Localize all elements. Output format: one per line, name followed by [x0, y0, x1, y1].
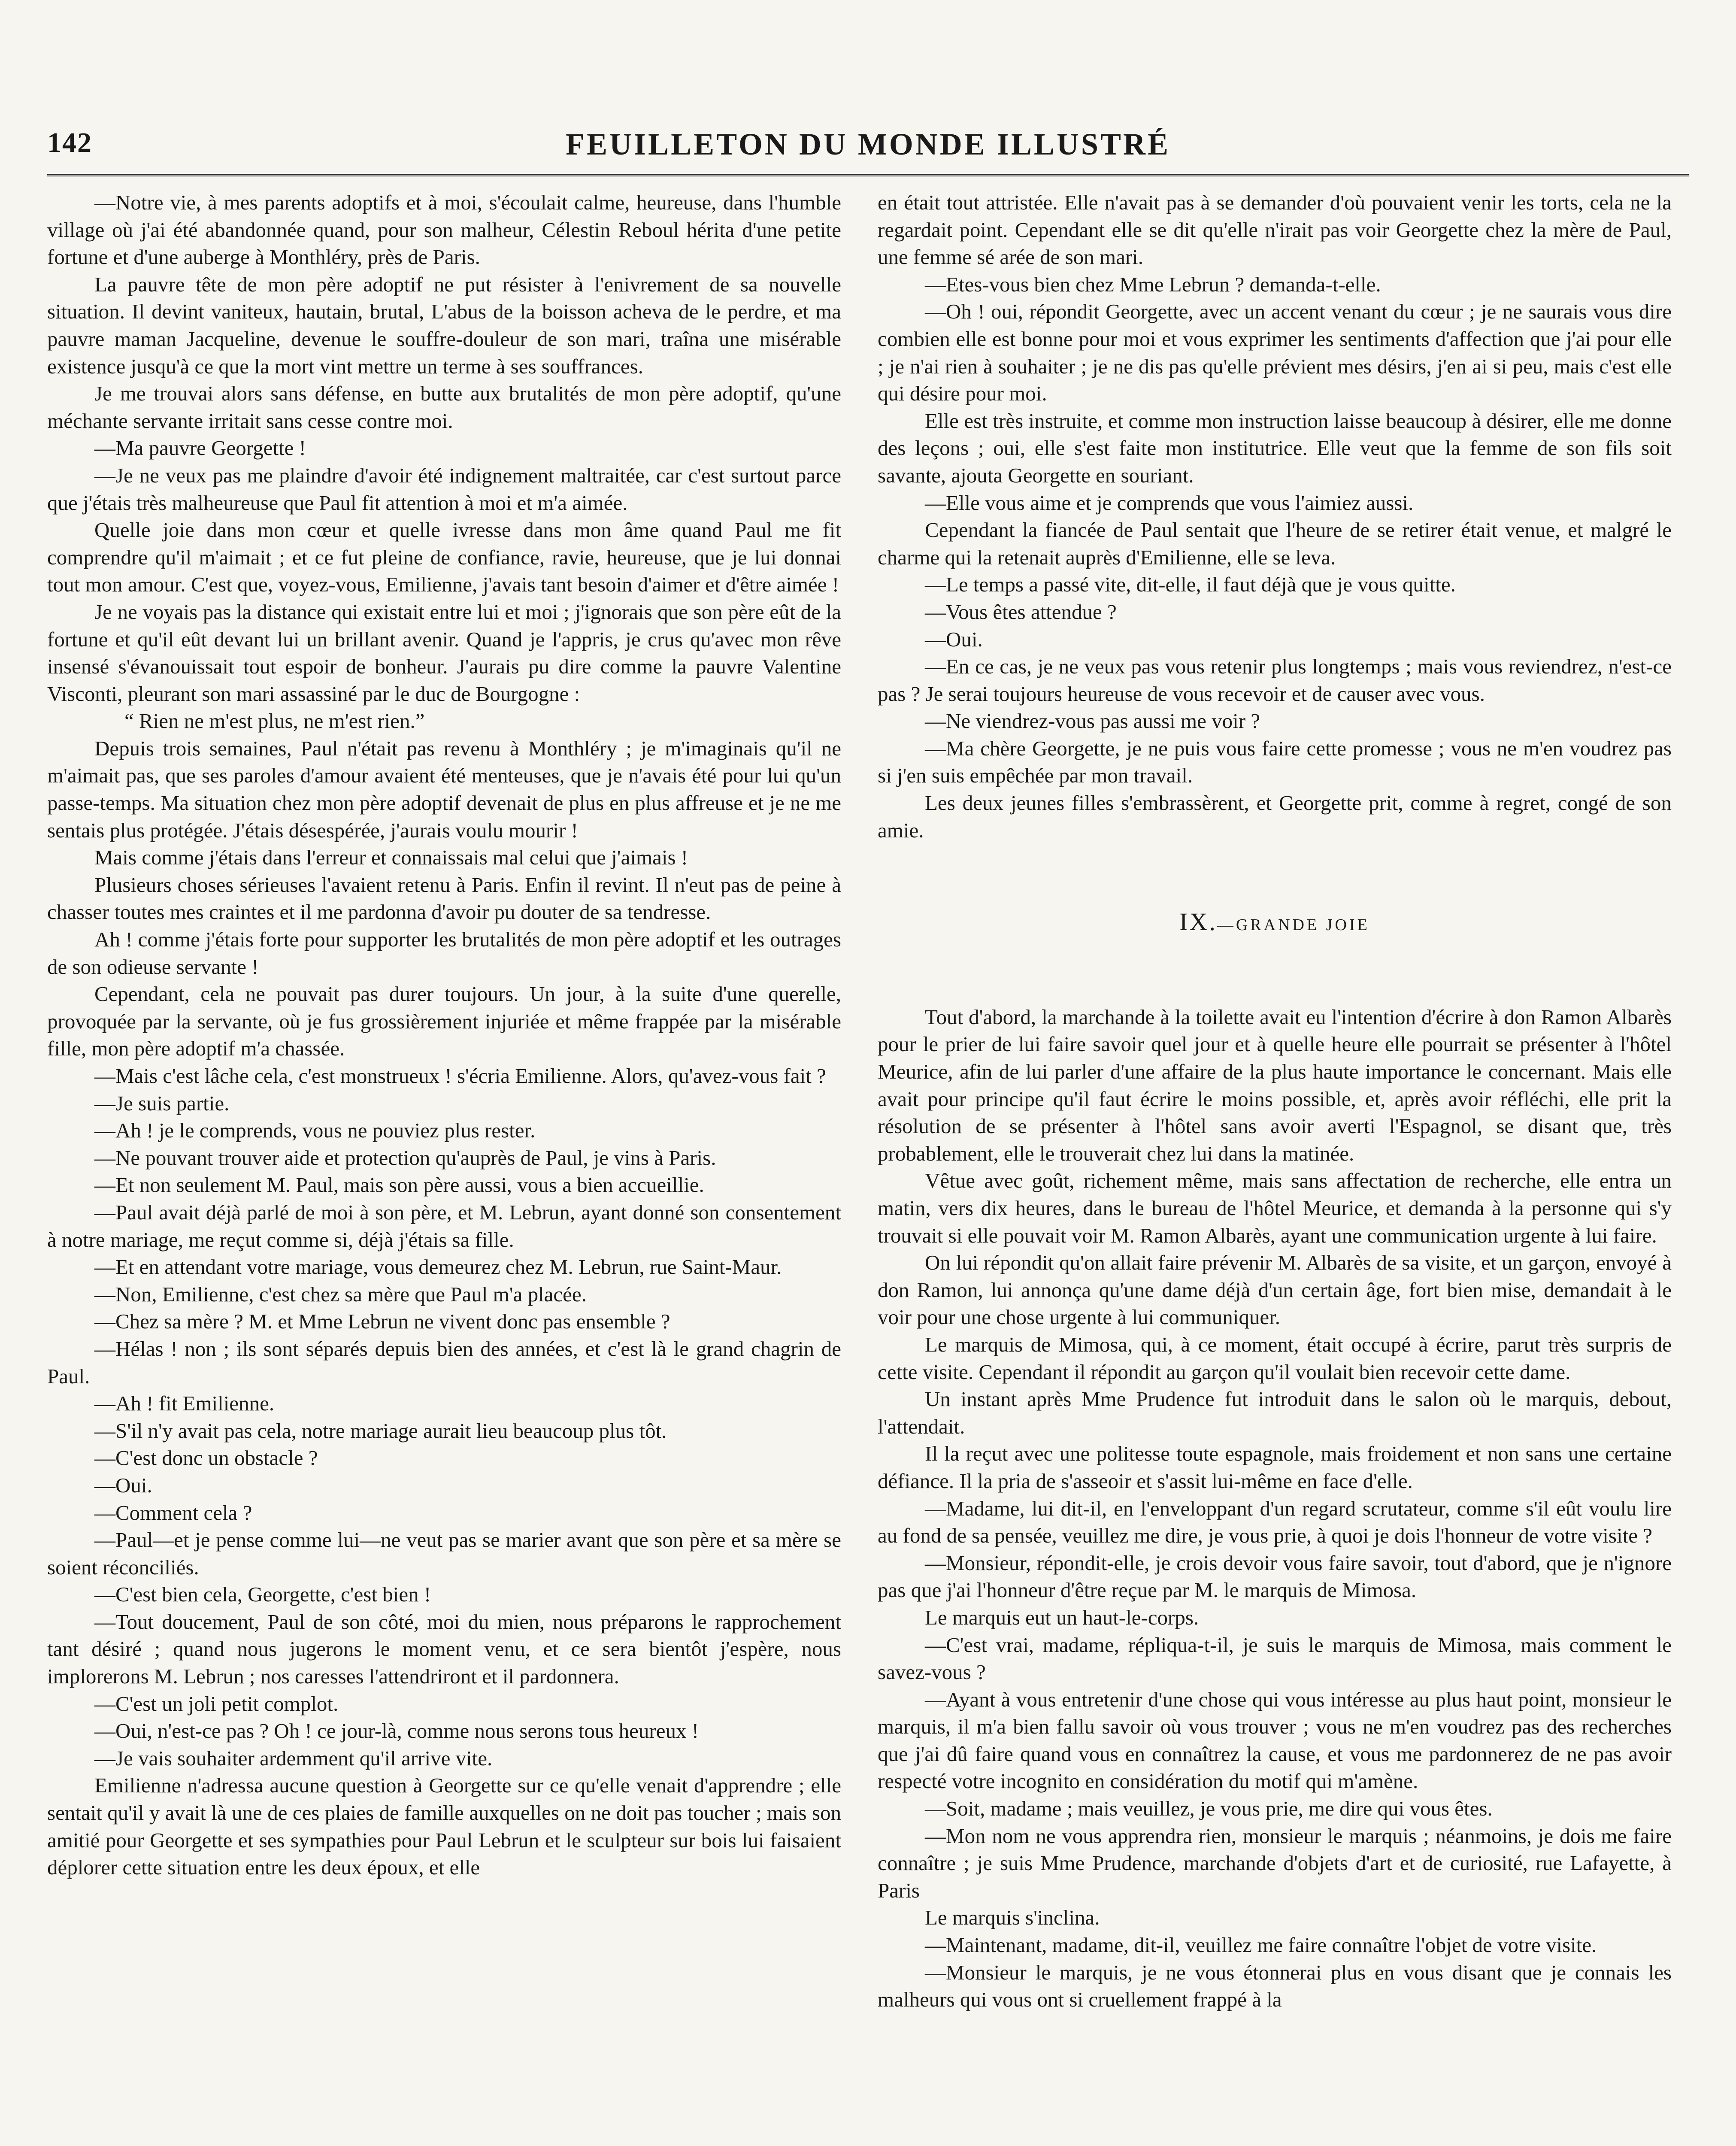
paragraph: —Paul—et je pense comme lui—ne veut pas se marier avant que son père et sa mère se soient réconciliés.	[47, 1528, 841, 1579]
paragraph: —En ce cas, je ne veux pas vous retenir plus longtemps ; mais vous reviendrez, n'est-ce pas ? Je serai toujours heureuse de vous recevoir et de causer avec vous.	[878, 655, 1672, 706]
paragraph: —Je suis partie.	[94, 1091, 230, 1115]
paragraph: —Non, Emilienne, c'est chez sa mère que Paul m'a placée.	[94, 1282, 587, 1306]
paragraph: —Ma chère Georgette, je ne puis vous faire cette promesse ; vous ne m'en voudrez pas si j'en suis empêchée par mon travail.	[878, 736, 1672, 788]
chapter-title: —GRANDE JOIE	[1217, 916, 1370, 934]
paragraph: en était tout attristée. Elle n'avait pas à se demander d'où pouvaient venir les torts, cela ne la regardait point. Cependant elle se dit qu'elle n'irait pas voir Georgette chez la mère de Paul, une femme sé arée de son mari.	[878, 191, 1672, 269]
paragraph: —Ayant à vous entretenir d'une chose qui vous intéresse au plus haut point, monsieur le marquis, il m'a bien fallu savoir où vous trouver ; vous ne m'en voudrez pas des recherches que j'ai dû faire quand vous en connaîtrez la cause, et vous me pardonnerez de ne pas avoir respecté votre incognito en considération du motif qui m'amène.	[878, 1687, 1672, 1793]
paragraph: —Hélas ! non ; ils sont séparés depuis bien des années, et c'est là le grand chagrin de Paul.	[47, 1337, 841, 1388]
paragraph: Un instant après Mme Prudence fut introduit dans le salon où le marquis, debout, l'attendait.	[878, 1387, 1672, 1438]
paragraph: —Et non seulement M. Paul, mais son père aussi, vous a bien accueillie.	[94, 1173, 704, 1197]
paragraph: Plusieurs choses sérieuses l'avaient retenu à Paris. Enfin il revint. Il n'eut pas de peine à chasser toutes mes craintes et il me pardonna d'avoir pu douter de sa tendresse.	[47, 873, 841, 924]
paragraph: —Ne pouvant trouver aide et protection qu'auprès de Paul, je vins à Paris.	[94, 1146, 716, 1170]
right-column	[878, 189, 1672, 2013]
left-column	[47, 189, 841, 1881]
paragraph: Le marquis s'inclina.	[925, 1906, 1100, 1930]
running-title: FEUILLETON DU MONDE ILLUSTRÉ	[566, 127, 1170, 161]
paragraph: Il la reçut avec une politesse toute espagnole, mais froidement et non sans une certaine défiance. Il la pria de s'asseoir et s'assit lui-même en face d'elle.	[878, 1442, 1672, 1493]
paragraph: —Ma pauvre Georgette !	[94, 436, 306, 460]
paragraph: —Oh ! oui, répondit Georgette, avec un accent venant du cœur ; je ne saurais vous dire combien elle est bonne pour moi et vous exprimer les sentiments d'affection que j'ai pour elle ; je n'ai rien à souhaiter ; je ne dis pas qu'elle prévient mes désirs, j'en ai si peu, mais c'est elle qui désire pour moi.	[878, 300, 1672, 406]
paragraph: “ Rien ne m'est plus, ne m'est rien.”	[124, 709, 425, 733]
paragraph: —Ah ! fit Emilienne.	[94, 1391, 275, 1416]
paragraph: Tout d'abord, la marchande à la toilette avait eu l'intention d'écrire à don Ramon Albarès pour le prier de lui faire savoir quel jour et à quelle heure elle pourrait se présenter à l'hôtel Meurice, afin de lui parler d'une affaire de la plus haute importance le concernant. Mais elle avait pour principe qu'il faut écrire le moins possible, et, après avoir réfléchi, elle prit la résolution de se présenter à l'hôtel sans avoir averti l'Espagnol, se disant que, très probablement, elle le trouverait chez lui dans la matinée.	[878, 1005, 1672, 1165]
paragraph: —Je ne veux pas me plaindre d'avoir été indignement maltraitée, car c'est surtout parce que j'étais très malheureuse que Paul fit attention à moi et m'a aimée.	[47, 463, 841, 515]
paragraph: Je ne voyais pas la distance qui existait entre lui et moi ; j'ignorais que son père eût de la fortune et qu'il eût devant lui un brillant avenir. Quand je l'appris, je crus qu'avec mon rêve insensé s'évanouissait tout espoir de bonheur. J'aurais pu dire comme la pauvre Valentine Visconti, pleurant son mari assassiné par le duc de Bourgogne :	[47, 600, 841, 706]
paragraph: —Et en attendant votre mariage, vous demeurez chez M. Lebrun, rue Saint-Maur.	[94, 1255, 782, 1279]
paragraph: —Chez sa mère ? M. et Mme Lebrun ne vivent donc pas ensemble ?	[94, 1309, 670, 1334]
paragraph: —Oui.	[925, 627, 983, 651]
paragraph: Depuis trois semaines, Paul n'était pas revenu à Monthléry ; je m'imaginais qu'il ne m'aimait pas, que ses paroles d'amour avaient été menteuses, que je n'avais été pour lui qu'un passe-temps. Ma situation chez mon père adoptif devenait de plus en plus affreuse et je ne me sentais plus protégée. J'étais désespérée, j'aurais voulu mourir !	[47, 736, 841, 842]
paragraph: La pauvre tête de mon père adoptif ne put résister à l'enivrement de sa nouvelle situation. Il devint vaniteux, hautain, brutal, L'abus de la boisson acheva de le perdre, et ma pauvre maman Jacqueline, devenue le souffre-douleur de son mari, traîna une misérable existence jusqu'à ce que la mort vint mettre un terme à ses souffrances.	[47, 272, 841, 378]
paragraph: —Mais c'est lâche cela, c'est monstrueux ! s'écria Emilienne. Alors, qu'avez-vous fait ?	[94, 1064, 826, 1088]
paragraph: —Le temps a passé vite, dit-elle, il faut déjà que je vous quitte.	[925, 573, 1456, 597]
chapter-number: IX.	[1179, 908, 1217, 936]
paragraph: —Tout doucement, Paul de son côté, moi du mien, nous préparons le rapprochement tant désiré ; quand nous jugerons le moment venu, et ce sera bientôt j'espère, nous implorerons M. Lebrun ; nos caresses l'attendriront et il pardonnera.	[47, 1610, 841, 1688]
paragraph: —Maintenant, madame, dit-il, veuillez me faire connaître l'objet de votre visite.	[925, 1933, 1597, 1957]
paragraph: Vêtue avec goût, richement même, mais sans affectation de recherche, elle entra un matin, vers dix heures, dans le bureau de l'hôtel Meurice, et demanda à la personne qui s'y trouvait si elle pouvait voir M. Ramon Albarès, ayant une communication urgente à lui faire.	[878, 1169, 1672, 1247]
paragraph: On lui répondit qu'on allait faire prévenir M. Albarès de sa visite, et un garçon, envoyé à don Ramon, lui annonça qu'une dame déjà d'un certain âge, fort bien mise, demandait à le voir pour une chose urgente à lui communiquer.	[878, 1251, 1672, 1329]
right-column-top	[878, 189, 1672, 844]
paragraph: —Monsieur le marquis, je ne vous étonnerai plus en vous disant que je connais les malheurs qui vous ont si cruellement frappé à la	[878, 1960, 1672, 2012]
paragraph: Le marquis eut un haut-le-corps.	[925, 1605, 1199, 1629]
paragraph: —Elle vous aime et je comprends que vous l'aimiez aussi.	[925, 491, 1414, 515]
paragraph: Emilienne n'adressa aucune question à Georgette sur ce qu'elle venait d'apprendre ; elle sentait qu'il y avait là une de ces plaies de famille auxquelles on ne doit pas toucher ; mais son amitié pour Georgette et ses sympathies pour Paul Lebrun et le sculpteur sur bois lui faisaient déplorer cette situation entre les deux époux, et elle	[47, 1773, 841, 1879]
paragraph: —Vous êtes attendue ?	[925, 600, 1117, 624]
paragraph: Quelle joie dans mon cœur et quelle ivresse dans mon âme quand Paul me fit comprendre qu'il m'aimait ; et ce fut pleine de confiance, ravie, heureuse, que je lui donnai tout mon amour. C'est que, voyez-vous, Emilienne, j'avais tant besoin d'aimer et d'être aimée !	[47, 518, 841, 597]
paragraph: —C'est vrai, madame, répliqua-t-il, je suis le marquis de Mimosa, mais comment le savez-vous ?	[878, 1633, 1672, 1684]
paragraph: —S'il n'y avait pas cela, notre mariage aurait lieu beaucoup plus tôt.	[94, 1419, 667, 1443]
paragraph: —C'est bien cela, Georgette, c'est bien !	[94, 1582, 431, 1606]
page-number: 142	[47, 127, 92, 158]
paragraph: Le marquis de Mimosa, qui, à ce moment, était occupé à écrire, parut très surpris de cette visite. Cependant il répondit au garçon qu'il voulait bien recevoir cette dame.	[878, 1332, 1672, 1384]
paragraph: Cependant la fiancée de Paul sentait que l'heure de se retirer était venue, et malgré le charme qui la retenait auprès d'Emilienne, elle se leva.	[878, 518, 1672, 569]
paragraph: —Soit, madame ; mais veuillez, je vous prie, me dire qui vous êtes.	[925, 1797, 1493, 1821]
paragraph: Elle est très instruite, et comme mon instruction laisse beaucoup à désirer, elle me donne des leçons ; oui, elle s'est faite mon institutrice. Elle veut que la femme de son fils soit savante, ajouta Georgette en souriant.	[878, 409, 1672, 487]
paragraph: —C'est donc un obstacle ?	[94, 1446, 318, 1470]
paragraph: —Oui.	[94, 1473, 152, 1497]
paragraph: —Paul avait déjà parlé de moi à son père, et M. Lebrun, ayant donné son consentement à notre mariage, me reçut comme si, déjà j'étais sa fille.	[47, 1200, 841, 1252]
paragraph: —Mon nom ne vous apprendra rien, monsieur le marquis ; néanmoins, je dois me faire connaître ; je suis Mme Prudence, marchande d'objets d'art et de curiosité, rue Lafayette, à Paris	[878, 1824, 1672, 1902]
paragraph: —Ah ! je le comprends, vous ne pouviez plus rester.	[94, 1118, 536, 1143]
paragraph: —Notre vie, à mes parents adoptifs et à moi, s'écoulait calme, heureuse, dans l'humble village où j'ai été abandonnée quand, pour son malheur, Célestin Reboul hérita d'une petite fortune et d'une auberge à Monthléry, près de Paris.	[47, 191, 841, 269]
paragraph: Je me trouvai alors sans défense, en butte aux brutalités de mon père adoptif, qu'une méchante servante irritait sans cesse contre moi.	[47, 382, 841, 433]
paragraph: —Ne viendrez-vous pas aussi me voir ?	[925, 709, 1260, 733]
paragraph: —Madame, lui dit-il, en l'enveloppant d'un regard scrutateur, comme s'il eût voulu lire au fond de sa pensée, veuillez me dire, je vous prie, à quoi je dois l'honneur de votre visite ?	[878, 1496, 1672, 1548]
chapter-heading	[878, 908, 1672, 939]
paragraph: —C'est un joli petit complot.	[94, 1691, 339, 1716]
paragraph: Ah ! comme j'étais forte pour supporter les brutalités de mon père adoptif et les outrages de son odieuse servante !	[47, 928, 841, 979]
paragraph: —Oui, n'est-ce pas ? Oh ! ce jour-là, comme nous serons tous heureux !	[94, 1719, 699, 1743]
paragraph: —Comment cela ?	[94, 1500, 252, 1525]
right-column-bottom	[878, 1003, 1672, 2013]
page-header	[47, 127, 1689, 176]
paragraph: Cependant, cela ne pouvait pas durer toujours. Un jour, à la suite d'une querelle, provoquée par la servante, où je fus grossièrement injuriée et même frappée par la misérable fille, mon père adoptif m'a chassée.	[47, 982, 841, 1061]
paragraph: —Je vais souhaiter ardemment qu'il arrive vite.	[94, 1746, 493, 1770]
paragraph: Les deux jeunes filles s'embrassèrent, et Georgette prit, comme à regret, congé de son amie.	[878, 791, 1672, 842]
paragraph: —Monsieur, répondit-elle, je crois devoir vous faire savoir, tout d'abord, que je n'ignore pas que j'ai l'honneur d'être reçue par M. le marquis de Mimosa.	[878, 1551, 1672, 1602]
paragraph: —Etes-vous bien chez Mme Lebrun ? demanda-t-elle.	[925, 272, 1381, 296]
paragraph: Mais comme j'étais dans l'erreur et connaissais mal celui que j'aimais !	[94, 846, 688, 870]
